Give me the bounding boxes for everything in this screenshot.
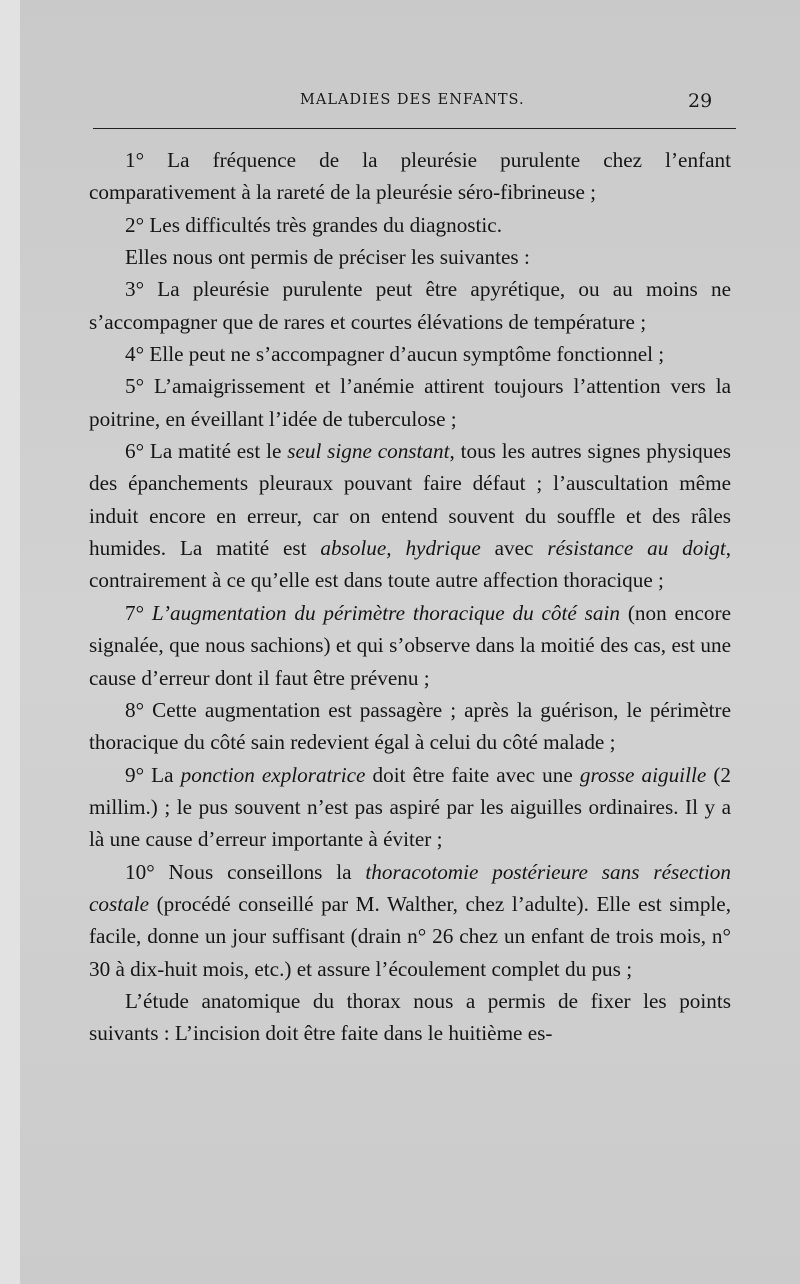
- paragraph: [89, 273, 731, 338]
- text-run: 8° Cette augmentation est passagère ; après la guérison, le périmètre thoracique du côté sain redevient égal à celui du côté malade ;: [89, 697, 731, 755]
- page-number: 29: [688, 90, 713, 112]
- paragraph: [89, 241, 731, 273]
- paragraph: [89, 338, 731, 370]
- italic-text: grosse aiguille: [579, 762, 707, 787]
- italic-text: résistance au doigt: [547, 536, 726, 561]
- italic-text: ponction exploratrice: [180, 762, 366, 787]
- text-run: 6° La matité est le: [125, 439, 288, 464]
- body-text: [89, 144, 731, 1050]
- paragraph: [89, 209, 731, 241]
- text-run: 2° Les difficultés très grandes du diagnostic.: [125, 212, 503, 237]
- text-run: doit être faite avec une: [365, 762, 580, 787]
- paragraph: [89, 856, 731, 985]
- text-run: , contrairement à ce qu’elle est dans toute autre affection thoracique ;: [89, 536, 732, 593]
- text-run: 5° L’amaigrissement et l’anémie attirent toujours l’attention vers la poitrine, en éveillant l’idée de tuberculose ;: [89, 374, 731, 431]
- paragraph: [89, 985, 731, 1050]
- paragraph: [89, 597, 731, 694]
- text-run: , tous les autres signes physiques des épanchements pleuraux pouvant faire défaut ; l’auscultation même induit encore en erreur, car on entend souvent du souffle et des râles humides. La matité est: [89, 439, 731, 561]
- italic-text: absolue, hydrique: [320, 536, 481, 561]
- text-run: 1° La fréquence de la pleurésie purulente chez l’enfant comparativement à la rareté de la pleurésie séro-fibrineuse ;: [89, 148, 731, 205]
- text-run: (procédé conseillé par M. Walther, chez l’adulte). Elle est simple, facile, donne un jour suffisant (drain n° 26 chez un enfant de trois mois, n° 30 à dix-huit mois, etc.) et assure l’écoulement complet du pus ;: [89, 891, 731, 981]
- running-title: MALADIES DES ENFANTS.: [300, 92, 525, 108]
- header-rule: [93, 128, 736, 129]
- text-run: 3° La pleurésie purulente peut être apyrétique, ou au moins ne s’accompagner que de rares et courtes élévations de température ;: [89, 277, 731, 334]
- italic-text: thoracotomie postérieure sans résection costale: [89, 859, 731, 916]
- page-header: [20, 90, 800, 114]
- text-run: 10° Nous conseillons la: [125, 859, 366, 884]
- text-run: avec: [480, 536, 548, 561]
- paragraph: [89, 370, 731, 435]
- scan-margin: [0, 0, 20, 1284]
- paragraph: [89, 144, 731, 209]
- paragraph: [89, 759, 731, 856]
- text-run: 7°: [125, 600, 152, 625]
- italic-text: seul signe constant: [287, 439, 450, 464]
- paragraph: [89, 435, 731, 597]
- text-run: Elles nous ont permis de préciser les suivantes :: [125, 245, 530, 270]
- text-run: 9° La: [125, 762, 181, 787]
- text-run: 4° Elle peut ne s’accompagner d’aucun symptôme fonctionnel ;: [125, 342, 665, 367]
- paragraph: [89, 694, 731, 759]
- text-run: (non encore signalée, que nous sachions) et qui s’observe dans la moitié des cas, est une cause d’erreur dont il faut être prévenu ;: [89, 600, 731, 690]
- italic-text: L’augmentation du périmètre thoracique du côté sain: [151, 600, 620, 625]
- text-run: (2 millim.) ; le pus souvent n’est pas aspiré par les aiguilles ordinaires. Il y a là une cause d’erreur importante à éviter ;: [89, 762, 732, 852]
- text-run: L’étude anatomique du thorax nous a permis de fixer les points suivants : L’incision doit être faite dans le huitième es-: [89, 988, 731, 1046]
- book-page: [20, 0, 800, 1284]
